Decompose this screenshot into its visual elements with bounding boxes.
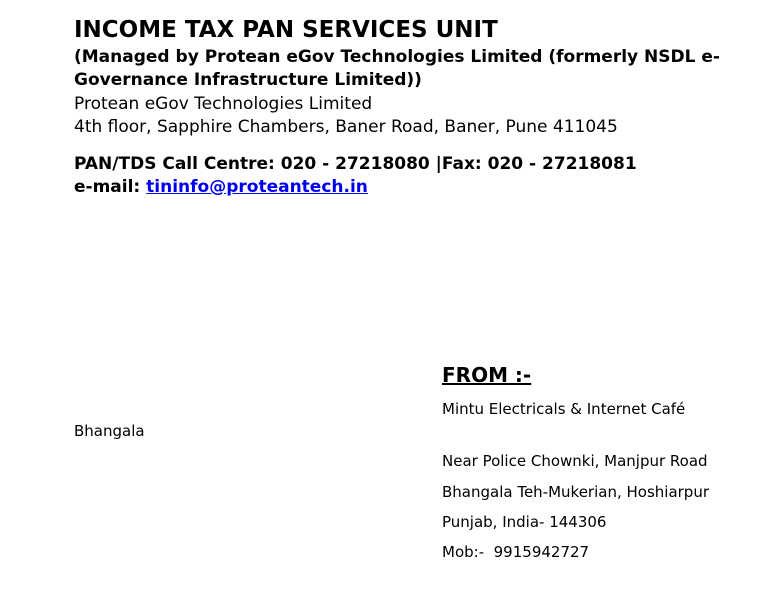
call-centre-line: PAN/TDS Call Centre: 020 - 27218080 |Fax: 020 - 27218081 xyxy=(74,154,637,174)
page-title: INCOME TAX PAN SERVICES UNIT xyxy=(74,17,498,43)
email-line xyxy=(74,176,637,199)
org-name: Protean eGov Technologies Limited xyxy=(74,94,373,114)
email-link[interactable]: tininfo@proteantech.in xyxy=(146,177,368,197)
from-line-street: Near Police Chownki, Manjpur Road xyxy=(442,452,708,470)
org-address: 4th floor, Sapphire Chambers, Baner Road, Baner, Pune 411045 xyxy=(74,117,618,137)
from-heading: FROM :- xyxy=(442,363,532,387)
left-town-label: Bhangala xyxy=(74,422,145,440)
from-line-business: Mintu Electricals & Internet Café xyxy=(442,400,686,418)
from-line-mobile: Mob:- 9915942727 xyxy=(442,543,590,561)
from-line-locality: Bhangala Teh-Mukerian, Hoshiarpur xyxy=(442,483,709,501)
managed-by-note: (Managed by Protean eGov Technologies Limited (formerly NSDL e-Governance Infrastructure Limited)) xyxy=(74,47,720,90)
contact-block xyxy=(74,153,637,199)
email-label: e-mail: xyxy=(74,177,147,197)
from-line-state: Punjab, India- 144306 xyxy=(442,513,607,531)
